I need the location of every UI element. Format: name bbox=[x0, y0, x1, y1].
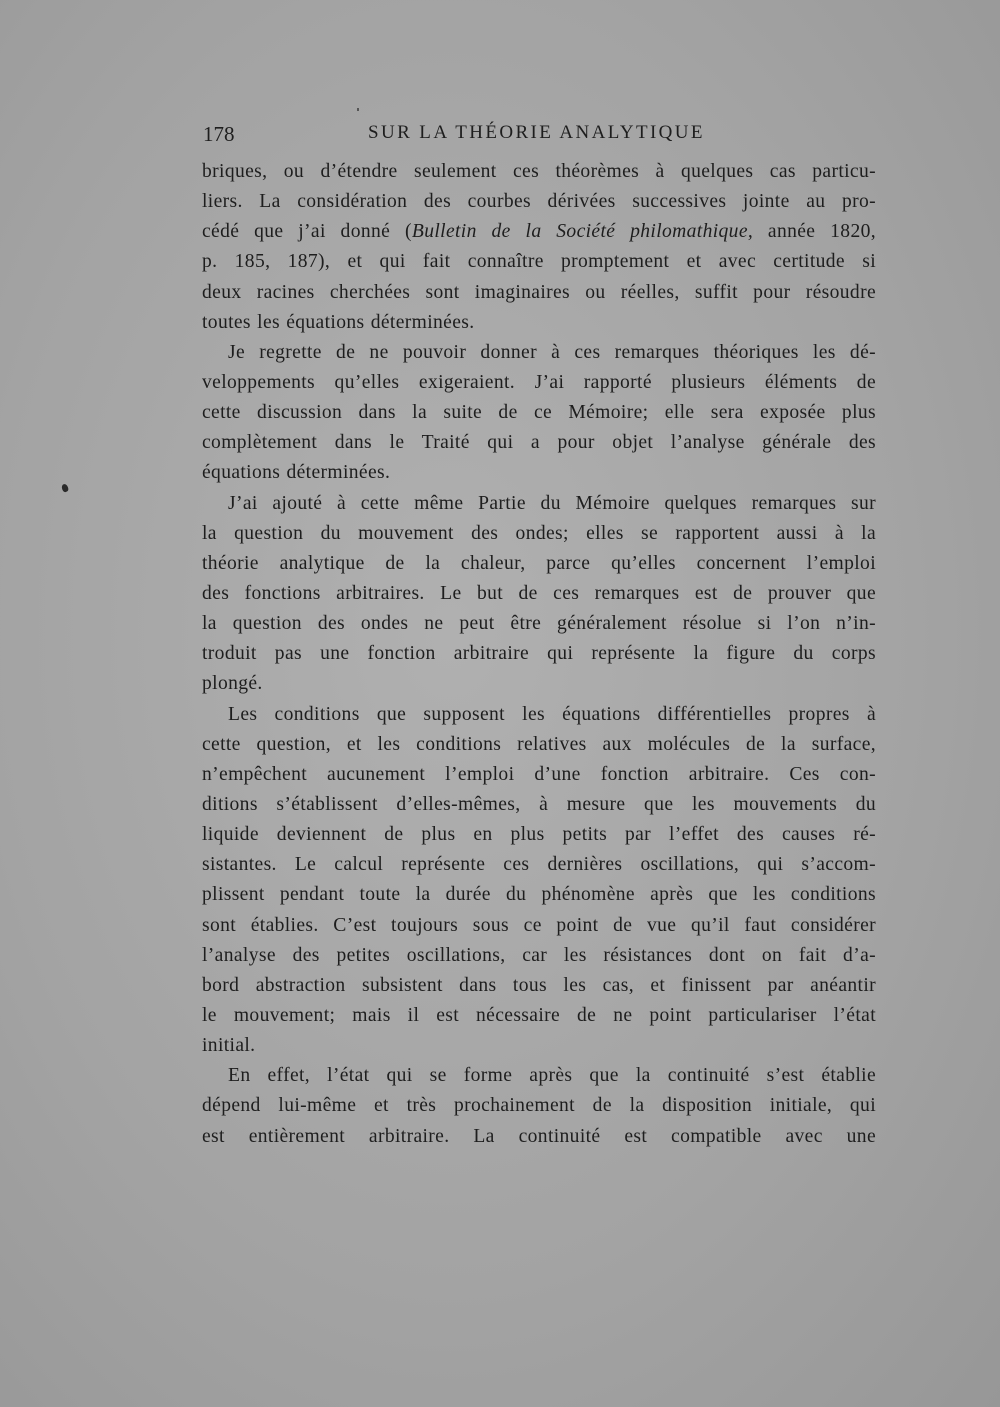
text-line: initial. bbox=[202, 1035, 256, 1057]
text-line: Les conditions que supposent les équations différentielles propres à bbox=[228, 703, 876, 725]
text-line: Je regrette de ne pouvoir donner à ces remarques théoriques les dé- bbox=[228, 341, 876, 363]
text-line: plissent pendant toute la durée du phénomène après que les conditions bbox=[202, 884, 876, 906]
text-line: p. 185, 187), et qui fait connaître promptement et avec certitude si bbox=[202, 251, 876, 273]
body-text bbox=[202, 157, 876, 1152]
text-line: l’analyse des petites oscillations, car les résistances dont on fait d’a- bbox=[202, 944, 876, 966]
text-line: J’ai ajouté à cette même Partie du Mémoire quelques remarques sur bbox=[228, 492, 876, 514]
text-line bbox=[202, 217, 876, 247]
text-line: complètement dans le Traité qui a pour objet l’analyse générale des bbox=[202, 432, 876, 454]
text-line: liers. La considération des courbes dérivées successives jointe au pro- bbox=[202, 191, 876, 213]
text-line: troduit pas une fonction arbitraire qui représente la figure du corps bbox=[202, 643, 876, 665]
text-line: la question du mouvement des ondes; elles se rapportent aussi à la bbox=[202, 522, 876, 544]
text-segment: cédé que j’ai donné ( bbox=[202, 221, 412, 243]
margin-mark bbox=[61, 483, 69, 493]
text-line: bord abstraction subsistent dans tous les cas, et finissent par anéantir bbox=[202, 974, 876, 996]
running-title: SUR LA THÉORIE ANALYTIQUE bbox=[368, 122, 705, 143]
text-line: théorie analytique de la chaleur, parce qu’elles concernent l’emploi bbox=[202, 552, 876, 574]
text-line: cette discussion dans la suite de ce Mémoire; elle sera exposée plus bbox=[202, 402, 876, 424]
text-line: liquide deviennent de plus en plus petits par l’effet des causes ré- bbox=[202, 824, 876, 846]
text-line: est entièrement arbitraire. La continuité est compatible avec une bbox=[202, 1125, 876, 1147]
text-line: n’empêchent aucunement l’emploi d’une fonction arbitraire. Ces con- bbox=[202, 763, 876, 785]
text-line: équations déterminées. bbox=[202, 462, 391, 484]
text-line: deux racines cherchées sont imaginaires ou réelles, suffit pour résoudre bbox=[202, 281, 876, 303]
text-line: veloppements qu’elles exigeraient. J’ai rapporté plusieurs éléments de bbox=[202, 371, 876, 393]
text-line: sistantes. Le calcul représente ces dernières oscillations, qui s’accom- bbox=[202, 854, 876, 876]
text-line: ditions s’établissent d’elles-mêmes, à mesure que les mouvements du bbox=[202, 793, 876, 815]
page-header bbox=[203, 122, 875, 152]
text-line: plongé. bbox=[202, 673, 263, 695]
text-line: la question des ondes ne peut être généralement résolue si l’on n’in- bbox=[202, 613, 876, 635]
text-line: des fonctions arbitraires. Le but de ces remarques est de prouver que bbox=[202, 582, 876, 604]
print-speck bbox=[357, 108, 359, 111]
text-segment: année 1820, bbox=[753, 221, 876, 243]
text-line: En effet, l’état qui se forme après que la continuité s’est établie bbox=[228, 1065, 876, 1087]
page-number: 178 bbox=[203, 122, 235, 146]
text-line: cette question, et les conditions relatives aux molécules de la surface, bbox=[202, 733, 876, 755]
text-line: dépend lui-même et très prochainement de la disposition initiale, qui bbox=[202, 1095, 876, 1117]
text-line: le mouvement; mais il est nécessaire de ne point particulariser l’état bbox=[202, 1004, 876, 1026]
journal-title: Bulletin de la Société philomathique, bbox=[411, 221, 754, 243]
text-line: sont établies. C’est toujours sous ce point de vue qu’il faut considérer bbox=[202, 914, 876, 936]
text-line: toutes les équations déterminées. bbox=[202, 311, 475, 333]
text-line: briques, ou d’étendre seulement ces théorèmes à quelques cas particu- bbox=[202, 161, 876, 182]
